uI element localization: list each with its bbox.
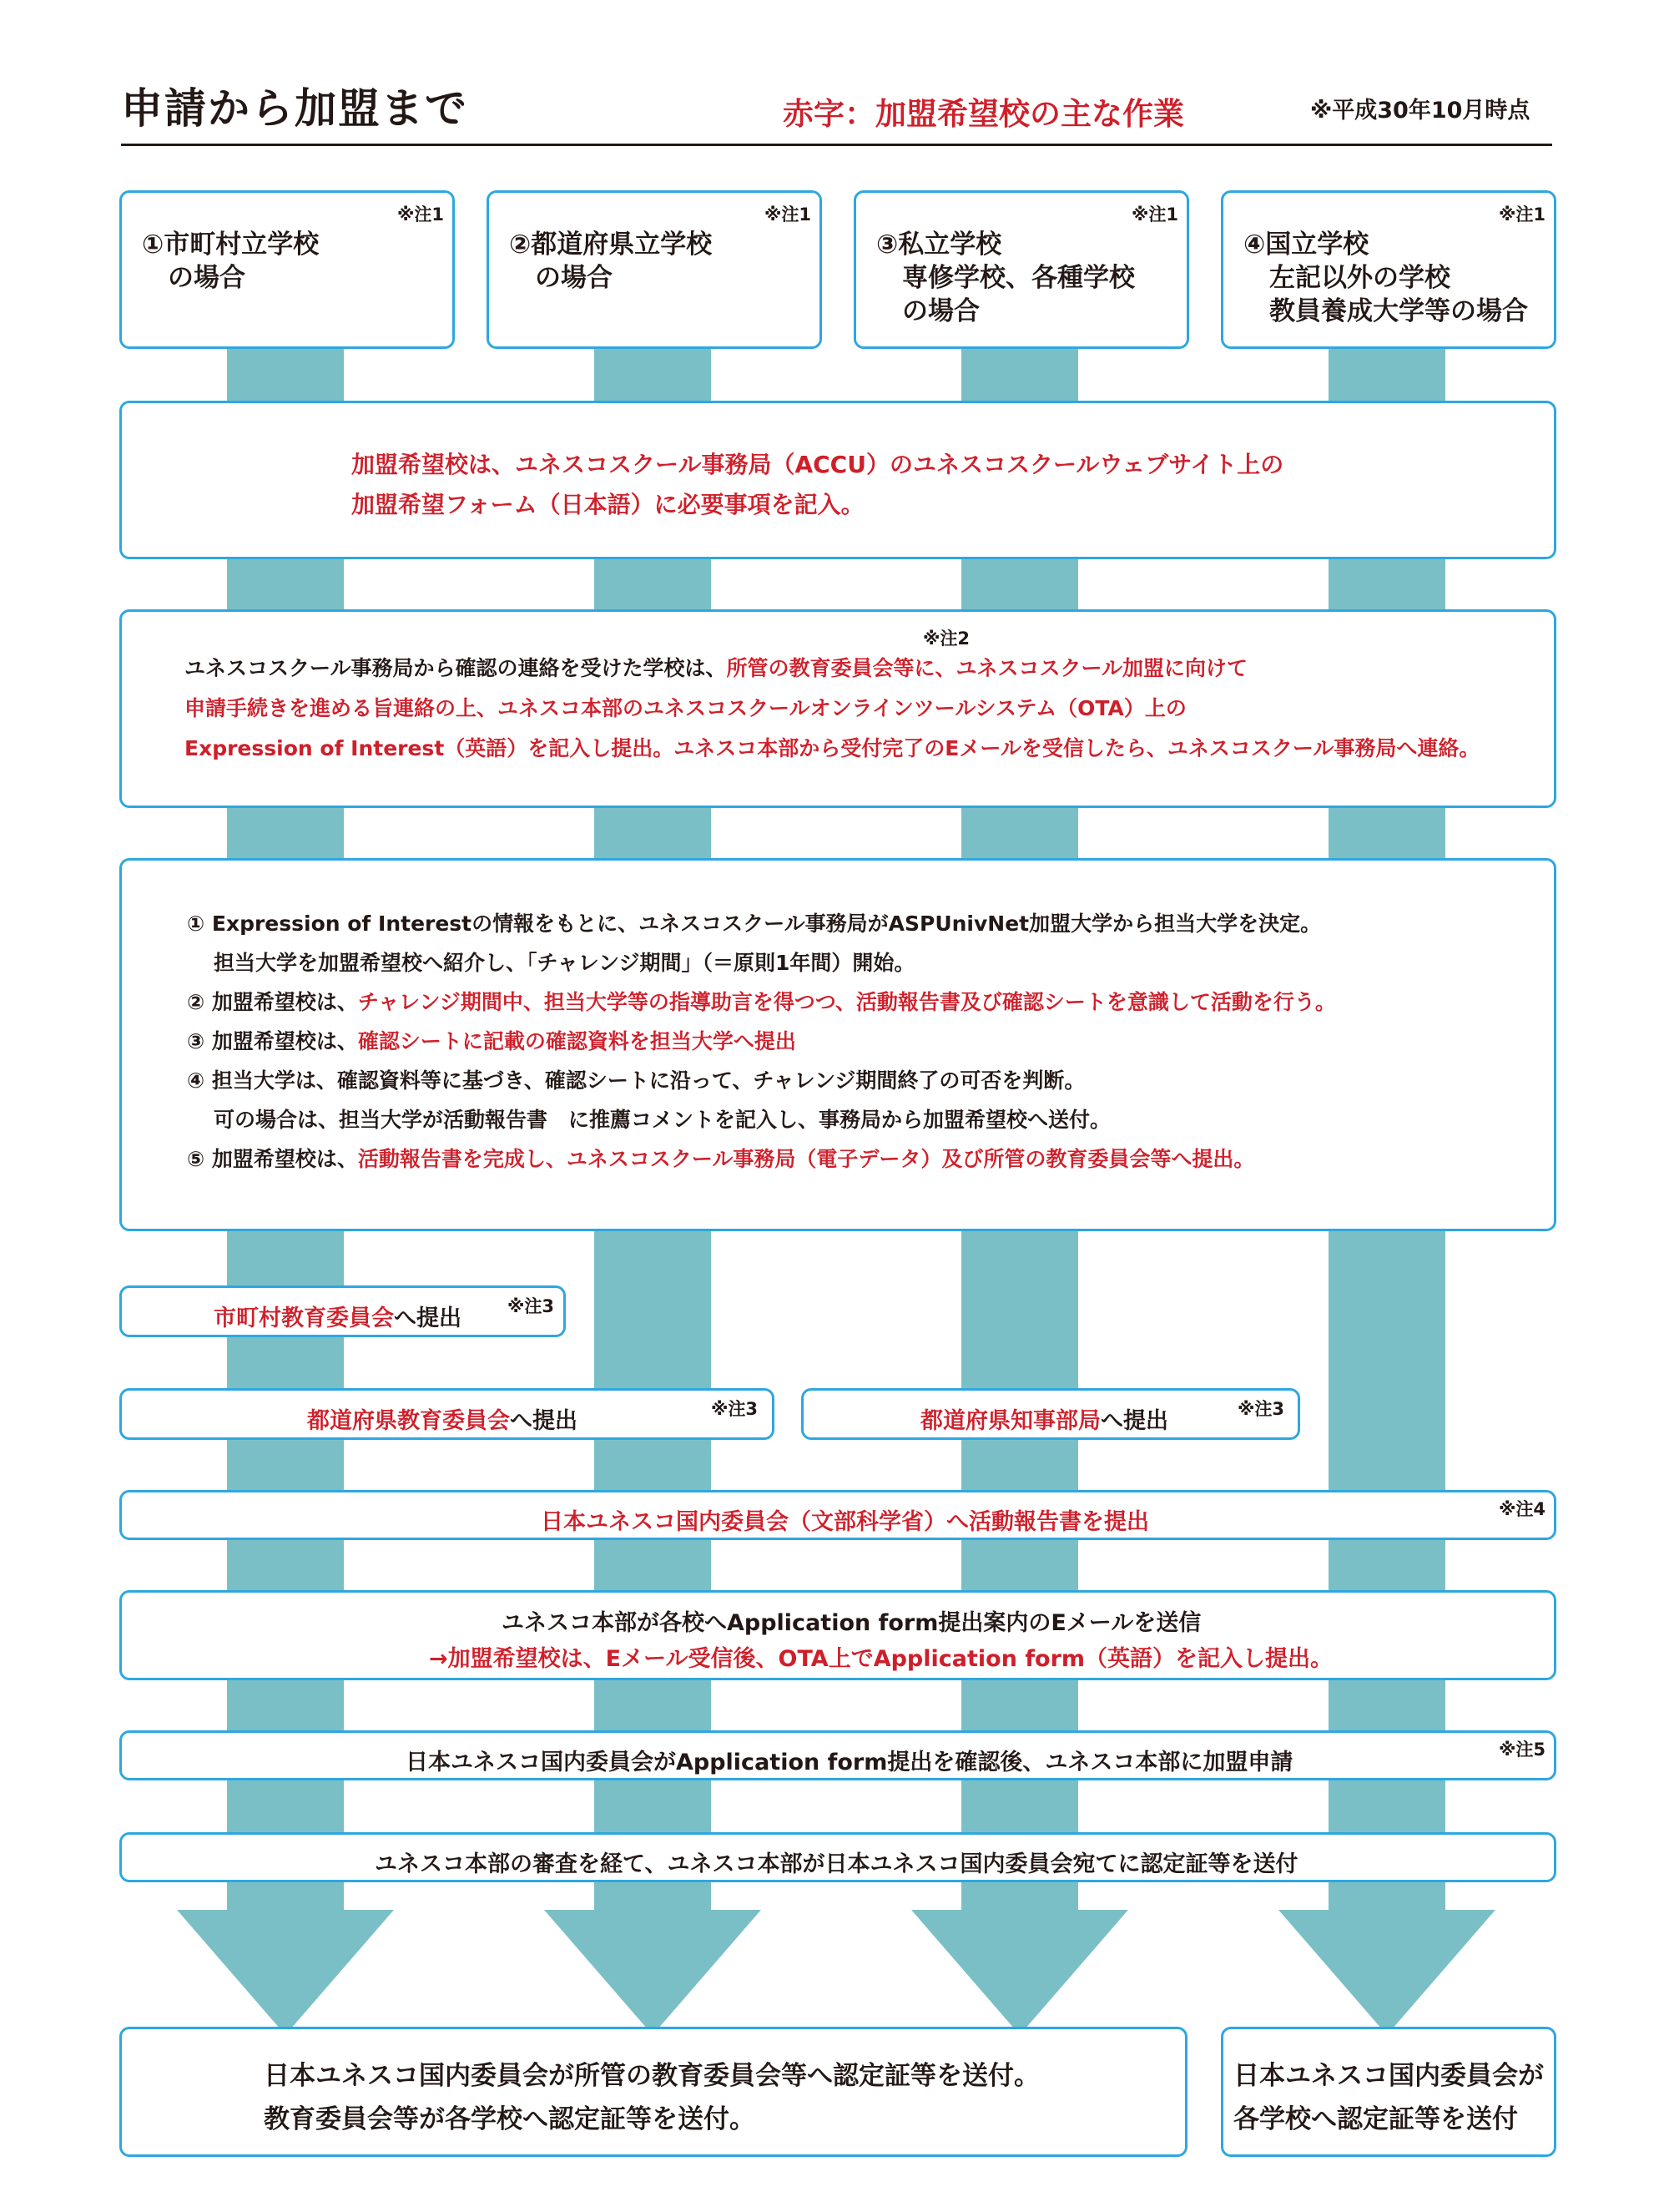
school-box-municipal — [119, 190, 455, 349]
page-title: 申請から加盟まで — [121, 84, 468, 133]
submit3-text — [920, 1402, 1168, 1435]
step-application-email — [119, 1590, 1556, 1680]
note-marker: ※注3 — [711, 1399, 759, 1419]
submit-prefectural-board — [119, 1388, 774, 1440]
step-activity-report — [119, 1490, 1556, 1540]
step5-line1: ユネスコ本部が各校へApplication form提出案内のEメールを送信 — [502, 1610, 1202, 1636]
school-box-private — [854, 190, 1189, 349]
final2-line1: 日本ユネスコ国内委員会が — [1233, 2061, 1544, 2091]
arrow-down-1 — [177, 1910, 394, 2035]
school-label: ④国立学校 左記以外の学校 教員養成大学等の場合 — [1243, 230, 1528, 326]
submit1-red: 市町村教育委員会 — [214, 1305, 394, 1331]
step2-line1-red: 所管の教育委員会等に、ユネスコスクール加盟に向けて — [726, 656, 1248, 680]
arrow-down-3 — [911, 1910, 1128, 2035]
note-marker: ※注5 — [1498, 1740, 1545, 1760]
submit-governor-office — [801, 1388, 1300, 1440]
step3-item5 — [187, 1139, 1254, 1179]
final1-line1: 日本ユネスコ国内委員会が所管の教育委員会等へ認定証等を送付。 — [264, 2061, 1040, 2091]
submit2-black: へ提出 — [510, 1408, 577, 1434]
step3-item3-red: 確認シートに記載の確認資料を担当大学へ提出 — [357, 1029, 796, 1053]
step3-item2-red: チャレンジ期間中、担当大学等の指導助言を得つつ、活動報告書及び確認シートを意識して活動を行う。 — [357, 990, 1336, 1014]
step1-line2: 加盟希望フォーム（日本語）に必要事項を記入。 — [351, 491, 865, 518]
step2-line2: 申請手続きを進める旨連絡の上、ユネスコ本部のユネスコスクールオンラインツールシステム（OTA）上の — [184, 696, 1187, 720]
school-label: ②都道府県立学校 の場合 — [509, 230, 713, 293]
step3-item2-black: ② 加盟希望校は、 — [187, 990, 358, 1014]
step3-item2 — [187, 982, 1336, 1023]
school-label: ③私立学校 専修学校、各種学校 の場合 — [876, 230, 1135, 326]
step3-item1-cont: 担当大学を加盟希望校へ紹介し、「チャレンジ期間」（＝原則1年間）開始。 — [214, 951, 915, 975]
note-marker: ※注1 — [764, 205, 811, 225]
note-marker: ※注1 — [1498, 205, 1545, 225]
step1-line1: 加盟希望校は、ユネスコスクール事務局（ACCU）のユネスコスクールウェブサイト上の — [351, 451, 1284, 478]
step-expression-of-interest — [119, 609, 1556, 808]
date-note: ※平成30年10月時点 — [1310, 98, 1530, 124]
final1-line2: 教育委員会等が各学校へ認定証等を送付。 — [264, 2104, 755, 2134]
submit2-red: 都道府県教育委員会 — [307, 1408, 510, 1434]
legend-text: 赤字：加盟希望校の主な作業 — [783, 96, 1184, 132]
final-direct — [1221, 2027, 1556, 2157]
step-application-form — [119, 401, 1556, 559]
note-marker: ※注4 — [1498, 1499, 1545, 1519]
note-marker: ※注3 — [507, 1296, 555, 1316]
step3-item5-red: 活動報告書を完成し、ユネスコスクール事務局（電子データ）及び所管の教育委員会等へ提出。 — [357, 1147, 1255, 1171]
note-marker: ※注3 — [1238, 1399, 1285, 1419]
step6-text: 日本ユネスコ国内委員会がApplication form提出を確認後、ユネスコ本部に加盟申請 — [406, 1750, 1293, 1775]
final-via-board — [119, 2027, 1187, 2157]
submit2-text — [307, 1402, 577, 1435]
arrow-down-4 — [1278, 1910, 1495, 2035]
school-box-national — [1221, 190, 1556, 349]
step3-item3-black: ③ 加盟希望校は、 — [187, 1029, 358, 1053]
submit1-black: へ提出 — [394, 1305, 461, 1331]
step3-item3 — [187, 1022, 796, 1062]
school-label: ①市町村立学校 の場合 — [142, 230, 320, 293]
step-challenge-period — [119, 858, 1556, 1231]
note-marker: ※注1 — [1131, 205, 1178, 225]
step3-item5-black: ⑤ 加盟希望校は、 — [187, 1147, 358, 1171]
submit-municipal-board — [119, 1285, 566, 1337]
submit1-text — [214, 1300, 461, 1332]
step3-item4: ④ 担当大学は、確認資料等に基づき、確認シートに沿って、チャレンジ期間終了の可否を判断。 — [187, 1068, 1086, 1093]
final2-line2: 各学校へ認定証等を送付 — [1233, 2104, 1518, 2134]
school-box-prefectural — [487, 190, 822, 349]
step3-item4-cont: 可の場合は、担当大学が活動報告書 に推薦コメントを記入し、事務局から加盟希望校へ送付。 — [214, 1108, 1112, 1132]
note-marker: ※注1 — [396, 205, 444, 225]
step-review — [119, 1832, 1556, 1882]
step3-item1: ① Expression of Interestの情報をもとに、ユネスコスクール事務局がASPUnivNet加盟大学から担当大学を決定。 — [187, 912, 1322, 936]
step5-line2: →加盟希望校は、Eメール受信後、OTA上でApplication form（英語）を記入し提出。 — [429, 1646, 1334, 1672]
submit3-black: へ提出 — [1101, 1408, 1168, 1434]
arrow-down-2 — [544, 1910, 761, 2035]
step2-line1 — [184, 649, 1248, 689]
note-marker: ※注2 — [923, 629, 971, 649]
step-membership-request — [119, 1730, 1556, 1780]
submit3-red: 都道府県知事部局 — [920, 1408, 1101, 1434]
step7-text: ユネスコ本部の審査を経て、ユネスコ本部が日本ユネスコ国内委員会宛てに認定証等を送付 — [375, 1851, 1298, 1877]
step2-line3: Expression of Interest（英語）を記入し提出。ユネスコ本部から受付完了のEメールを受信したら、ユネスコスクール事務局へ連絡。 — [184, 736, 1480, 760]
step2-line1-black: ユネスコスクール事務局から確認の連絡を受けた学校は、 — [184, 656, 727, 680]
step4-text: 日本ユネスコ国内委員会（文部科学省）へ活動報告書を提出 — [541, 1509, 1149, 1535]
header-rule — [121, 144, 1552, 146]
